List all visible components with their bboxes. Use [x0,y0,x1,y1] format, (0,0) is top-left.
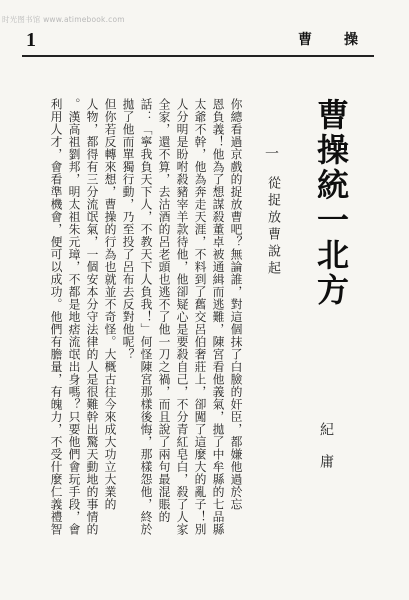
author-name: 紀庸 [318,422,334,486]
page-number: 1 [26,29,36,51]
watermark-text: 时光图书馆 www.atimebook.com [2,15,125,24]
running-head-char-1: 曹 [298,32,312,48]
chapter-title: 曹操統一北方 [312,98,350,308]
section-title: 從捉放曹說起 [265,176,280,278]
body-column: 人物，都得有三分流氓氣，一個安本分守法律的人是很難幹出驚天動地的事情的 [85,98,99,536]
body-column: 但你若反轉來想，曹操的行為也就並不奇怪。大概古往今來成大功立大業的 [103,98,117,511]
running-head [298,33,358,48]
section-number: 一 [263,146,279,160]
body-column: 利用人才，會看準機會，便可以成功。他們有膽量，有魄力，不受什麼仁義禮智 [49,98,63,536]
body-column: 話：「寧我負天下人，不教天下人負我！」何怪陳宮那樣後悔，那樣怨他，終於 [139,98,153,536]
body-column: 太爺不幹，他為奔走天涯，不料到了舊交呂伯奢莊上，卻闖了這麼大的亂子！別 [193,98,207,536]
body-column: 。漢高祖劉邦，明太祖朱元璋，不都是地痞流氓出身嗎？只要他們會玩手段，會 [67,98,81,536]
body-column: 你總看過京戲的捉放曹吧？無論誰，對這個抹了白臉的奸臣，都嫌他過於忘 [229,98,243,511]
body-column: 人分明是盼咐殺豬宰羊款待他，他卻疑心是要殺自己，不分青紅皂白，殺了人家 [175,98,189,536]
running-head-char-2: 操 [344,32,358,48]
body-column: 拋了他而單獨行動，乃至投了呂布去反對他呢？ [121,98,135,361]
body-column: 恩負義！他為了想謀殺董卓被通緝而逃難，陳宮看他義氣，拋了中牟縣的七品縣 [211,98,225,536]
body-column: 全家，還不算，去沽酒的呂老頭也逃不了他一刀之禍，而且說了兩句最混賬的 [157,98,171,523]
header-rule [22,55,374,57]
